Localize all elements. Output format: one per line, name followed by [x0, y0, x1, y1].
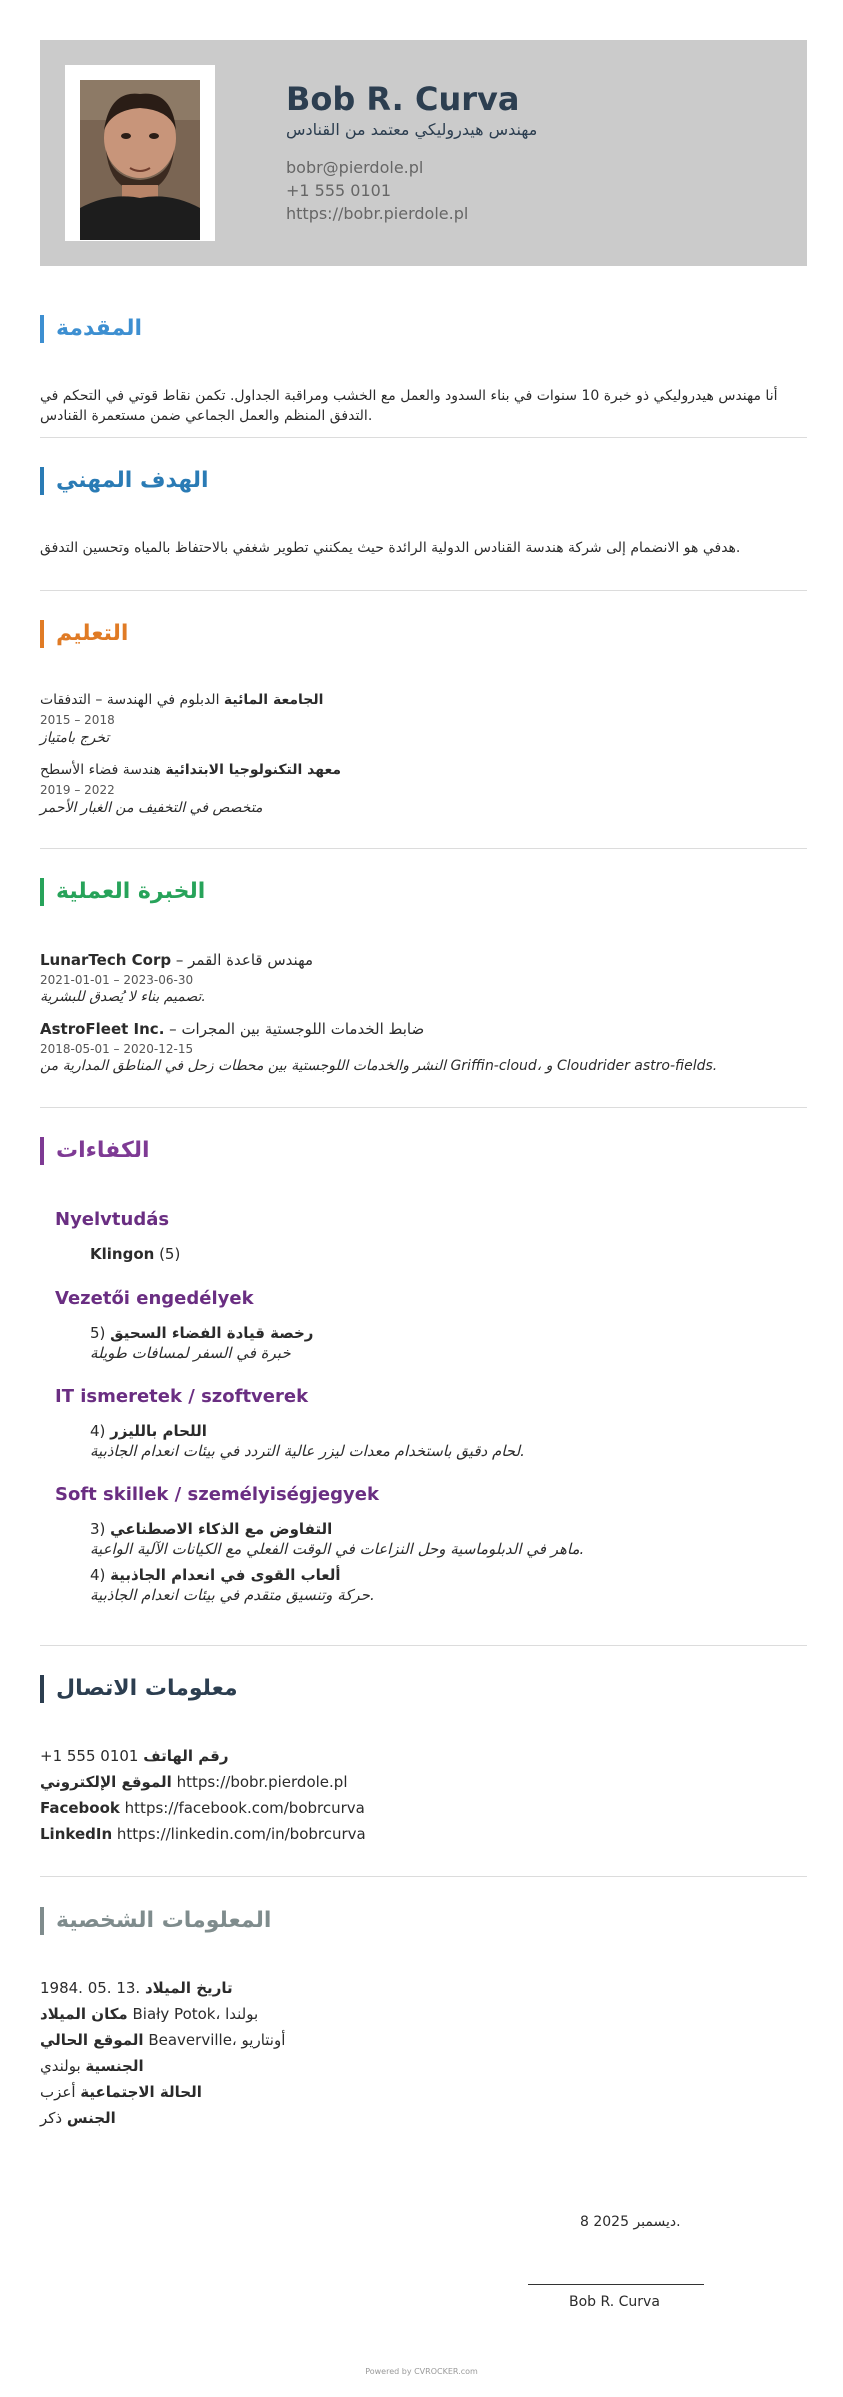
- contact-website-link[interactable]: https://bobr.pierdole.pl: [176, 1773, 348, 1791]
- education-degree: الدبلوم في الهندسة – التدفقات: [40, 692, 220, 708]
- section-title-intro: المقدمة: [40, 315, 142, 343]
- signature-name: Bob R. Curva: [569, 2294, 660, 2310]
- header-email-link[interactable]: bobr@pierdole.pl: [286, 158, 424, 177]
- candidate-name: Bob R. Curva: [286, 80, 520, 118]
- divider: [40, 1107, 807, 1108]
- skill-item: [90, 1565, 341, 1585]
- experience-dates: 2021-01-01 – 2023-06-30: [40, 973, 194, 987]
- contact-row-linkedin: [40, 1824, 366, 1844]
- skill-category: Soft skillek / személyiségjegyek: [55, 1484, 379, 1505]
- skill-label: ألعاب القوى في انعدام الجاذبية: [110, 1566, 341, 1584]
- cv-header: [40, 40, 807, 266]
- header-phone: +1 555 0101: [286, 181, 392, 200]
- experience-company: AstroFleet Inc.: [40, 1020, 165, 1038]
- experience-item: [40, 950, 313, 970]
- skill-item: [90, 1244, 180, 1264]
- personal-label: الموقع الحالي: [40, 2031, 144, 2049]
- experience-item: [40, 1019, 424, 1039]
- contact-row-website: [40, 1772, 347, 1792]
- personal-label: الجنس: [66, 2109, 116, 2127]
- signature-date: 8 ديسمبر 2025.: [580, 2214, 681, 2230]
- education-note: متخصص في التخفيف من الغبار الأحمر: [40, 800, 263, 816]
- skill-level: (5): [154, 1245, 181, 1263]
- experience-role: – ضابط الخدمات اللوجستية بين المجرات: [164, 1020, 425, 1038]
- section-title-contact: معلومات الاتصال: [40, 1675, 238, 1703]
- intro-text: أنا مهندس هيدروليكي ذو خبرة 10 سنوات في بناء السدود والعمل مع الخشب ومراقبة الجداول. تكمن نقاط قوتي في التحكم في التدفق المنظم والعمل الجماعي ضمن مستعمرة القنادس.: [40, 388, 778, 424]
- avatar: [80, 80, 200, 240]
- goal-text: هدفي هو الانضمام إلى شركة هندسة القنادس الدولية الرائدة حيث يمكنني تطوير شغفي بالاحتفاظ بالمياه وتحسين التدفق.: [40, 540, 741, 556]
- personal-row: [40, 2056, 144, 2076]
- skill-category: IT ismeretek / szoftverek: [55, 1386, 309, 1407]
- profile-photo: [80, 80, 200, 240]
- skill-level: 3): [90, 1520, 111, 1538]
- skill-category: Nyelvtudás: [55, 1209, 170, 1230]
- personal-row: [40, 2030, 285, 2050]
- personal-row: [40, 2082, 202, 2102]
- personal-value: ذكر: [40, 2109, 63, 2127]
- divider: [40, 1645, 807, 1646]
- contact-label: Facebook: [40, 1799, 120, 1817]
- skill-item: [90, 1519, 332, 1539]
- divider: [40, 848, 807, 849]
- powered-by-link[interactable]: Powered by CVROCKER.com: [365, 2367, 478, 2376]
- experience-dates: 2018-05-01 – 2020-12-15: [40, 1042, 194, 1056]
- personal-value: Beaverville، أونتاريو: [148, 2031, 286, 2049]
- contact-label: رقم الهاتف: [143, 1747, 229, 1765]
- education-item: [40, 690, 323, 710]
- header-website-link[interactable]: https://bobr.pierdole.pl: [286, 204, 469, 223]
- personal-label: تاريخ الميلاد: [144, 1979, 233, 1997]
- section-title-goal: الهدف المهني: [40, 467, 209, 495]
- personal-value: أعزب: [40, 2083, 76, 2101]
- section-title-skills: الكفاءات: [40, 1137, 150, 1165]
- contact-linkedin-link[interactable]: https://linkedin.com/in/bobrcurva: [116, 1825, 366, 1843]
- skill-category: Vezetői engedélyek: [55, 1288, 254, 1309]
- personal-value: بولندي: [40, 2057, 81, 2075]
- contact-row-facebook: [40, 1798, 365, 1818]
- skill-label: رخصة قيادة الفضاء السحيق: [110, 1324, 314, 1342]
- candidate-title: مهندس هيدروليكي معتمد من القنادس: [286, 120, 538, 139]
- skill-level: 4): [90, 1566, 111, 1584]
- personal-label: الحالة الاجتماعية: [80, 2083, 202, 2101]
- contact-value: +1 555 0101: [40, 1747, 139, 1765]
- divider: [40, 437, 807, 438]
- skill-label: Klingon: [90, 1245, 155, 1263]
- section-title-experience: الخبرة العملية: [40, 878, 205, 906]
- contact-row-phone: [40, 1746, 228, 1766]
- personal-value: Biały Potok، بولندا: [132, 2005, 259, 2023]
- personal-label: الجنسية: [85, 2057, 144, 2075]
- personal-label: مكان الميلاد: [40, 2005, 128, 2023]
- divider: [40, 590, 807, 591]
- contact-label: LinkedIn: [40, 1825, 113, 1843]
- skill-item: [90, 1421, 207, 1441]
- divider: [40, 1876, 807, 1877]
- profile-photo-frame: [65, 65, 215, 241]
- skill-desc: ماهر في الدبلوماسية وحل النزاعات في الوقت الفعلي مع الكيانات الآلية الواعية.: [90, 1540, 585, 1558]
- experience-company: LunarTech Corp: [40, 951, 172, 969]
- experience-role: – مهندس قاعدة القمر: [171, 951, 314, 969]
- skill-desc: لحام دقيق باستخدام معدات ليزر عالية التردد في بيئات انعدام الجاذبية.: [90, 1442, 525, 1460]
- skill-desc: خبرة في السفر لمسافات طويلة: [90, 1344, 291, 1362]
- skill-label: اللحام بالليزر: [110, 1422, 207, 1440]
- section-title-personal: المعلومات الشخصية: [40, 1907, 271, 1935]
- skill-label: التفاوض مع الذكاء الاصطناعي: [110, 1520, 333, 1538]
- contact-facebook-link[interactable]: https://facebook.com/bobrcurva: [124, 1799, 365, 1817]
- experience-desc: تصميم بناء لا يُصدق للبشرية.: [40, 989, 206, 1005]
- skill-desc: حركة وتنسيق متقدم في بيئات انعدام الجاذبية.: [90, 1586, 375, 1604]
- contact-label: الموقع الإلكتروني: [40, 1773, 172, 1791]
- skill-item: [90, 1323, 313, 1343]
- skill-level: 4): [90, 1422, 111, 1440]
- personal-value: 1984. 05. 13.: [40, 1979, 141, 1997]
- personal-row: [40, 2004, 258, 2024]
- education-school: معهد التكنولوجيا الابتدائية: [165, 762, 342, 778]
- education-degree: هندسة فضاء الأسطح: [40, 762, 161, 778]
- education-school: الجامعة المائية: [223, 692, 324, 708]
- education-years: 2019 – 2022: [40, 783, 115, 797]
- personal-row: [40, 2108, 116, 2128]
- education-item: [40, 760, 341, 780]
- experience-desc: النشر والخدمات اللوجستية بين محطات زحل في المناطق المدارية من Griffin-cloud، و Cloudrider astro-fields.: [40, 1058, 718, 1074]
- education-note: تخرج بامتياز: [40, 730, 110, 746]
- section-title-education: التعليم: [40, 620, 128, 648]
- skill-level: 5): [90, 1324, 111, 1342]
- signature-line: [528, 2284, 704, 2285]
- personal-row: [40, 1978, 233, 1998]
- education-years: 2015 – 2018: [40, 713, 115, 727]
